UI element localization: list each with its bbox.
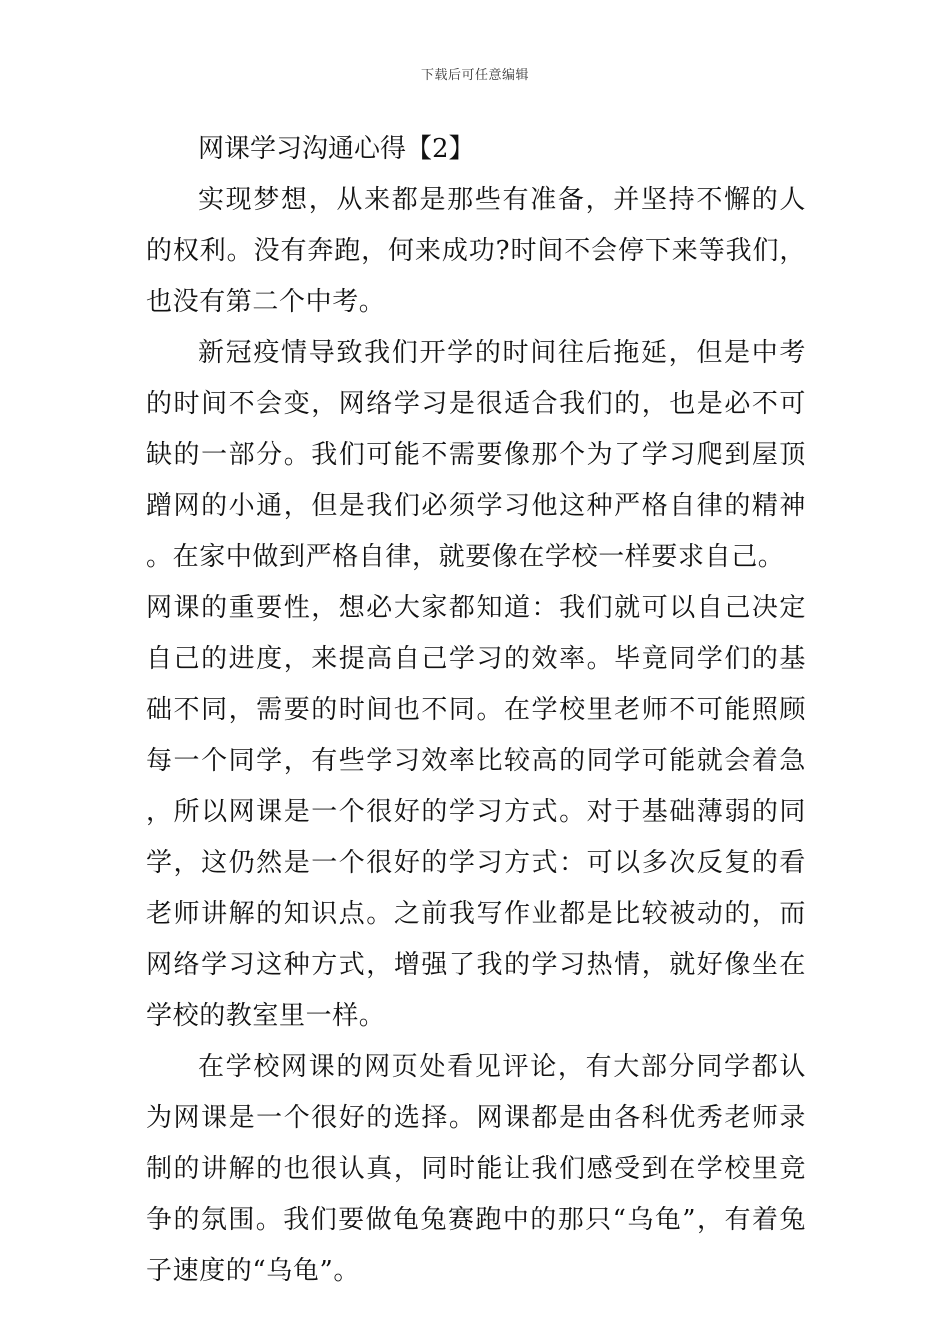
paragraph-1: 实现梦想，从来都是那些有准备，并坚持不懈的人的权利。没有奔跑，何来成功?时间不会停下来等我们，也没有第二个中考。	[146, 185, 806, 317]
document-title: 网课学习沟通心得【2】	[198, 134, 475, 164]
paragraph-4: 在学校网课的网页处看见评论，有大部分同学都认为网课是一个很好的选择。网课都是由各科优秀老师录制的讲解的也很认真，同时能让我们感受到在学校里竞争的氛围。我们要做龟兔赛跑中的那只“乌龟”，有着兔子速度的“乌龟”。	[146, 1052, 806, 1286]
document-body	[146, 124, 806, 1297]
paragraph-3: 网课的重要性，想必大家都知道：我们就可以自己决定自己的进度，来提高自己学习的效率。毕竟同学们的基础不同，需要的时间也不同。在学校里老师不可能照顾每一个同学，有些学习效率比较高的同学可能就会着急，所以网课是一个很好的学习方式。对于基础薄弱的同学，这仍然是一个很好的学习方式：可以多次反复的看老师讲解的知识点。之前我写作业都是比较被动的，而网络学习这种方式，增强了我的学习热情，就好像坐在学校的教室里一样。	[146, 593, 806, 1031]
header-note: 下载后可任意编辑	[420, 68, 529, 83]
paragraph-2: 新冠疫情导致我们开学的时间往后拖延，但是中考的时间不会变，网络学习是很适合我们的，也是必不可缺的一部分。我们可能不需要像那个为了学习爬到屋顶蹭网的小通，但是我们必须学习他这种严格自律的精神。在家中做到严格自律，就要像在学校一样要求自己。	[146, 338, 806, 572]
